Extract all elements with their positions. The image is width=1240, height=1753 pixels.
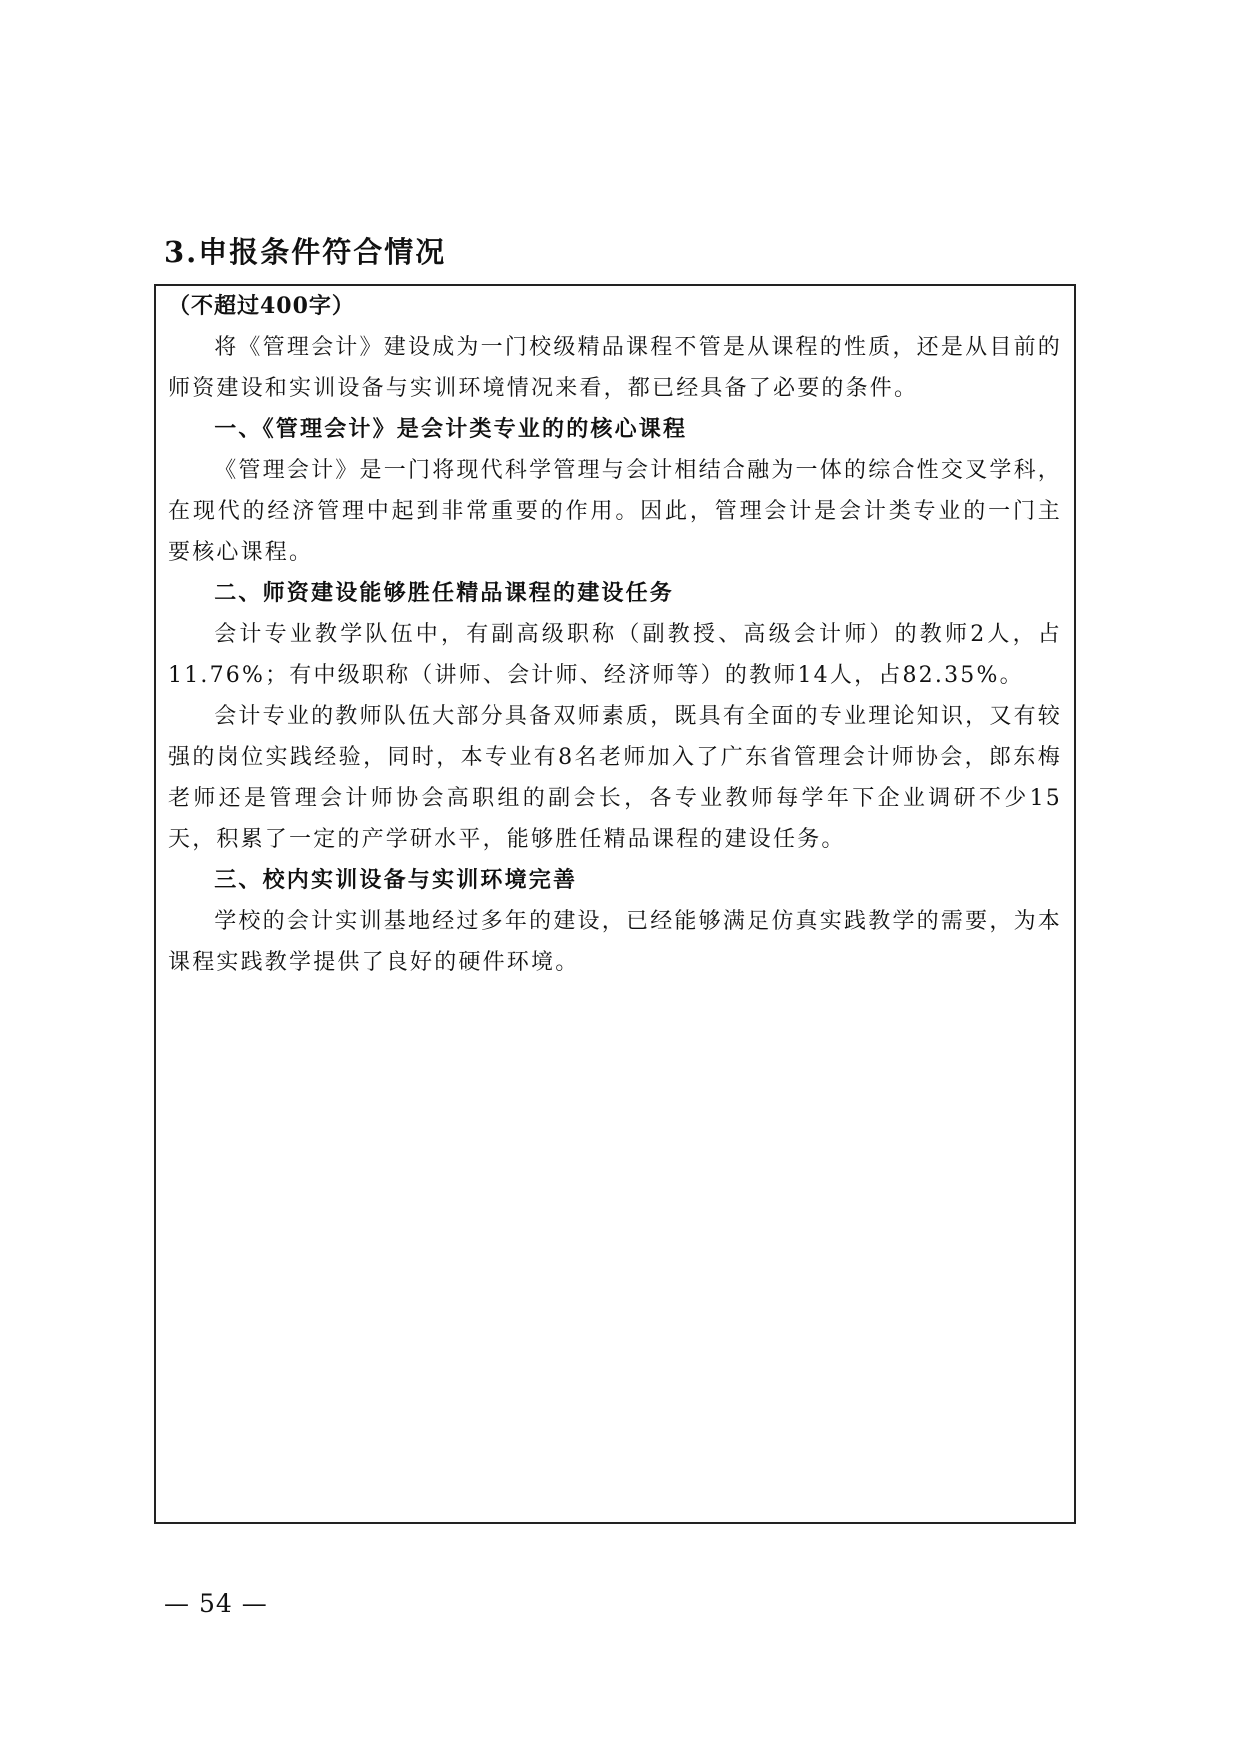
content-box-body — [156, 286, 1074, 983]
page-number: — 54 — — [164, 1589, 268, 1618]
faculty-quality-paragraph: 会计专业的教师队伍大部分具备双师素质，既具有全面的专业理论知识，又有较强的岗位实践经验，同时，本专业有8名老师加入了广东省管理会计师协会，郎东梅老师还是管理会计师协会高职组的副会长，各专业教师每学年下企业调研不少15天，积累了一定的产学研水平，能够胜任精品课程的建设任务。 — [168, 704, 1062, 852]
subheading-training-facilities: 三、校内实训设备与实训环境完善 — [214, 867, 578, 893]
section-title: 3.申报条件符合情况 — [164, 235, 447, 269]
faculty-titles-paragraph: 会计专业教学队伍中，有副高级职称（副教授、高级会计师）的教师2人，占11.76%；有中级职称（讲师、会计师、经济师等）的教师14人，占82.35%。 — [168, 622, 1062, 688]
intro-paragraph: 将《管理会计》建设成为一门校级精品课程不管是从课程的性质，还是从目前的师资建设和实训设备与实训环境情况来看，都已经具备了必要的条件。 — [168, 335, 1062, 401]
subheading-core-course: 一、《管理会计》是会计类专业的的核心课程 — [214, 416, 688, 442]
training-facilities-paragraph: 学校的会计实训基地经过多年的建设，已经能够满足仿真实践教学的需要，为本课程实践教学提供了良好的硬件环境。 — [168, 909, 1062, 975]
content-box — [154, 284, 1076, 1524]
subheading-faculty: 二、师资建设能够胜任精品课程的建设任务 — [214, 580, 674, 606]
core-course-paragraph: 《管理会计》是一门将现代科学管理与会计相结合融为一体的综合性交叉学科，在现代的经济管理中起到非常重要的作用。因此，管理会计是会计类专业的一门主要核心课程。 — [168, 458, 1062, 565]
word-limit-note: （不超过400字） — [168, 293, 355, 319]
